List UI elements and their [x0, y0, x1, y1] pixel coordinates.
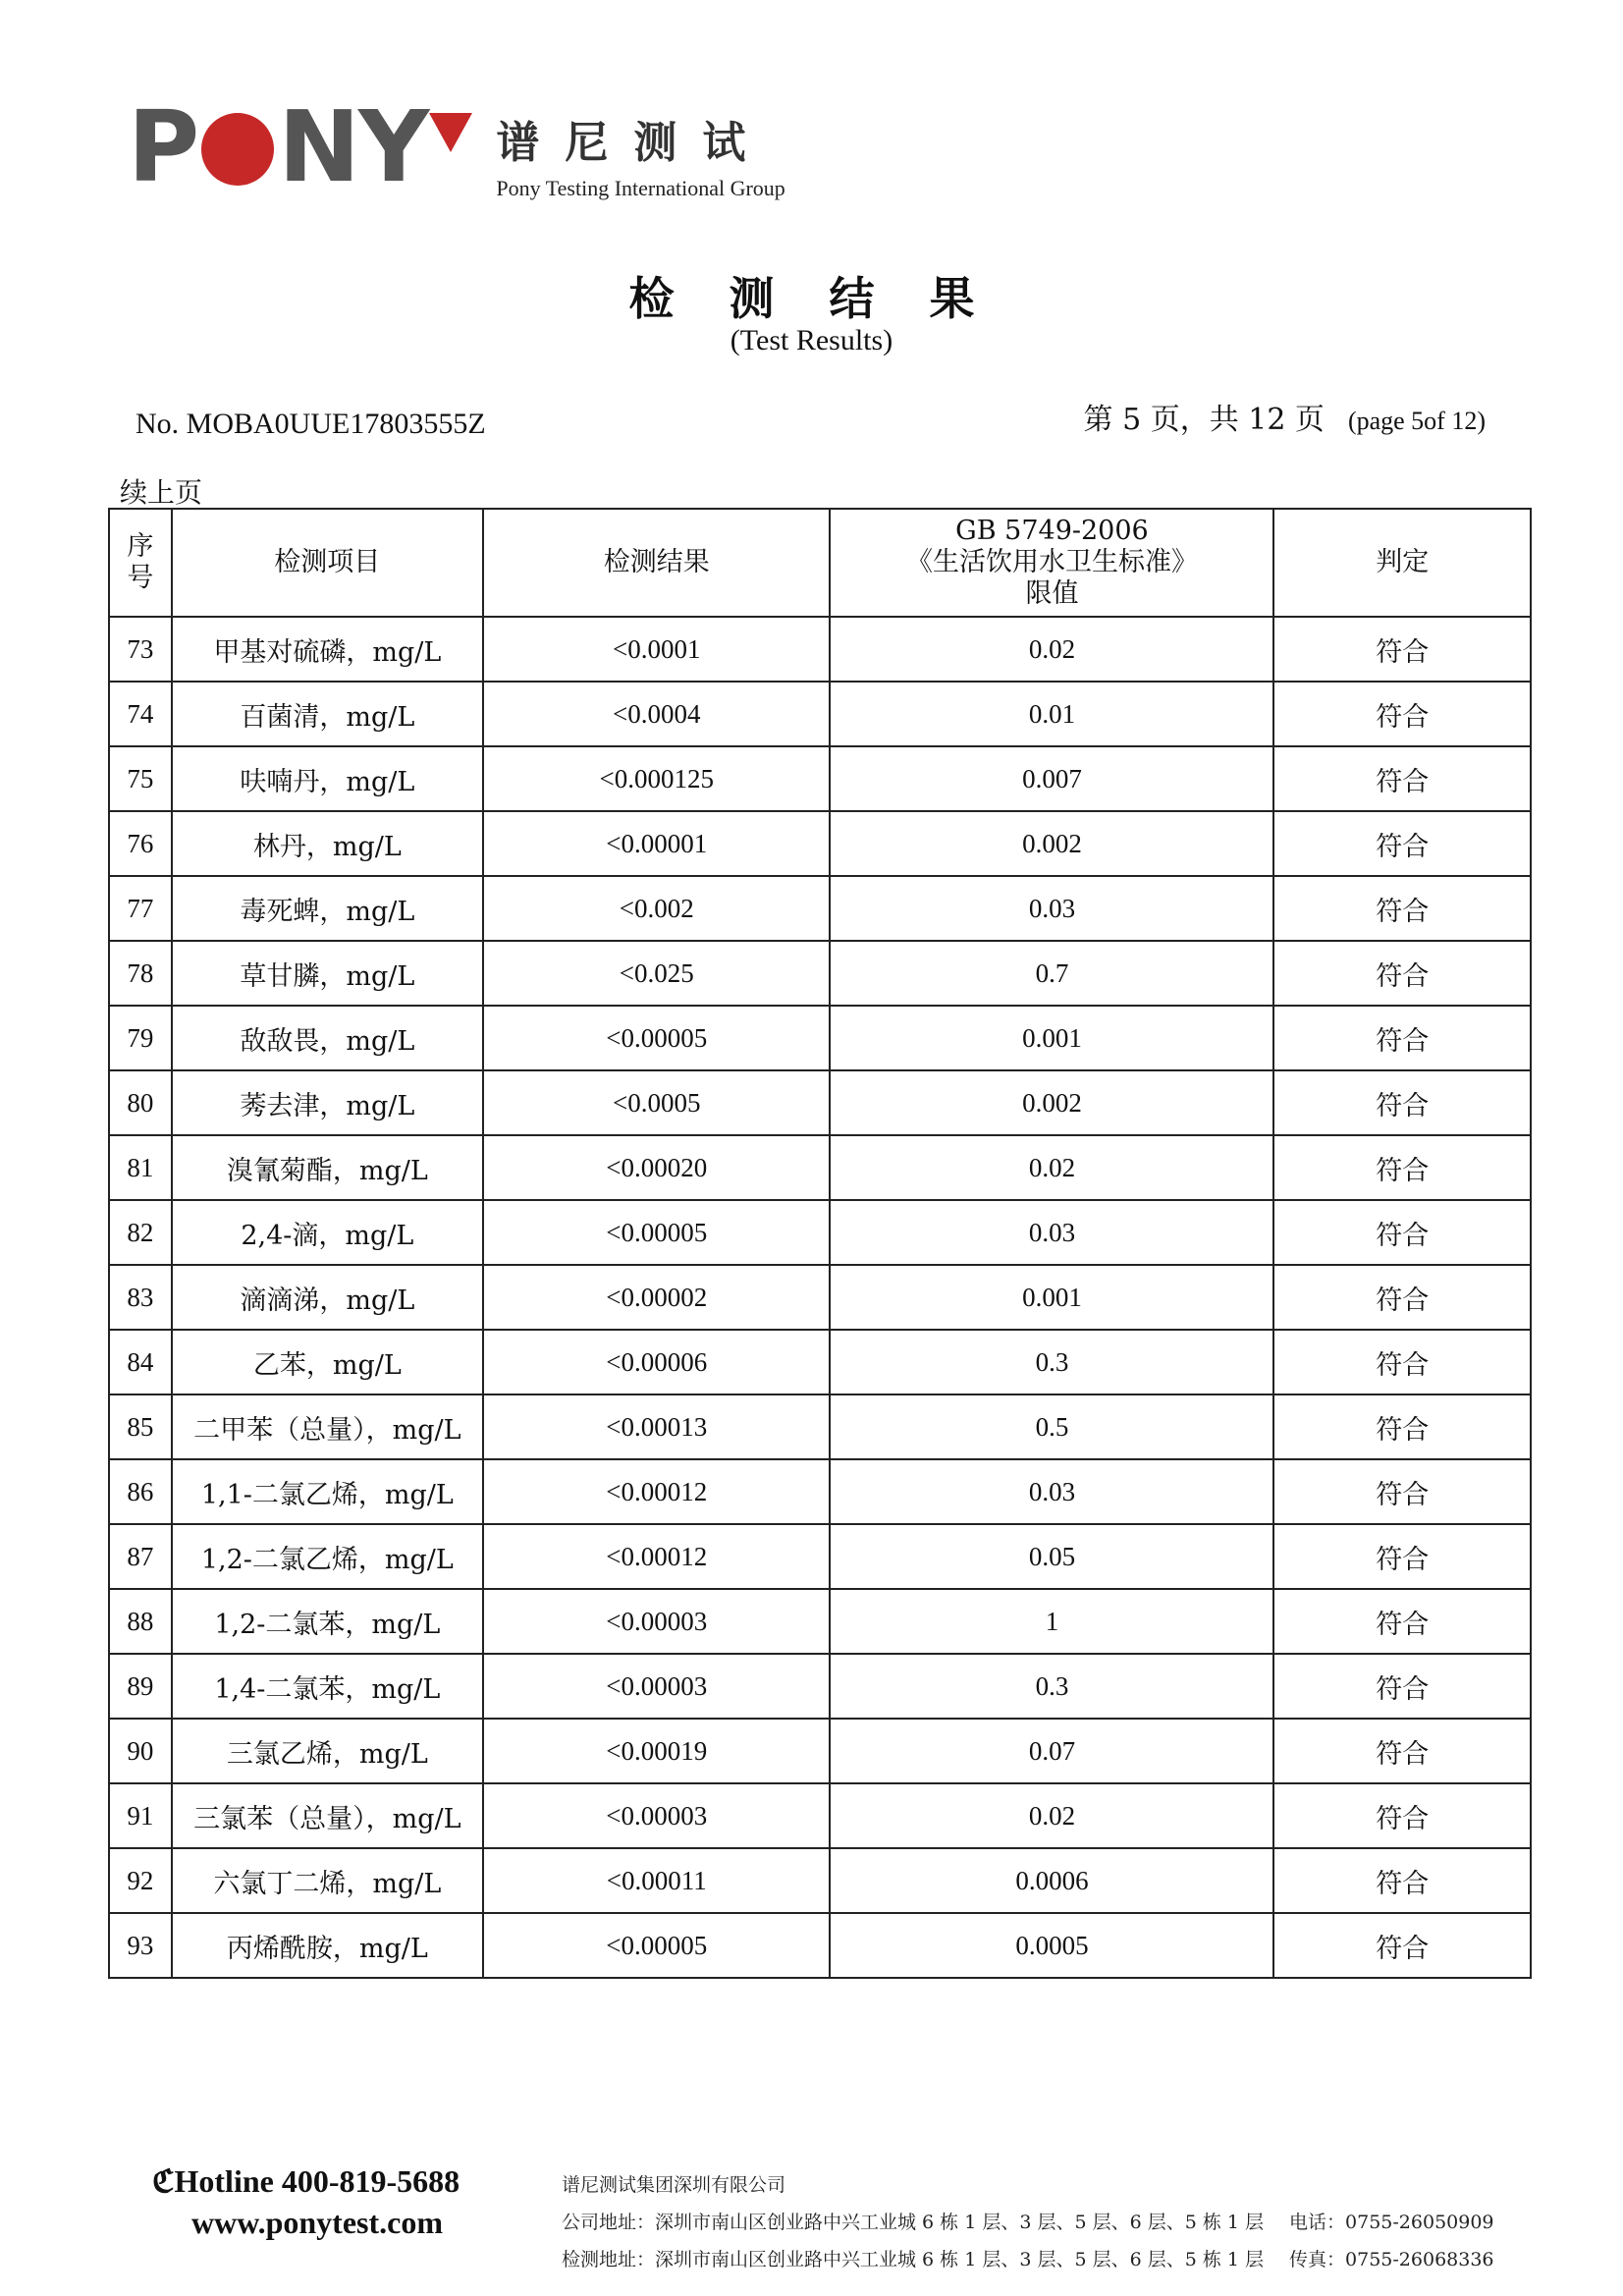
judgement-cell: 符合: [1273, 1913, 1531, 1978]
seq-cell: 81: [109, 1135, 172, 1200]
logo-english-name: Pony Testing International Group: [496, 176, 785, 200]
item-cell: 三氯苯（总量），mg/L: [172, 1783, 483, 1848]
logo-text-p: P: [128, 89, 198, 204]
item-cell: 林丹，mg/L: [172, 811, 483, 876]
footer-test-address-row: [562, 2241, 1494, 2278]
seq-cell: 88: [109, 1589, 172, 1654]
limit-cell: 0.05: [830, 1524, 1273, 1589]
limit-cell: 0.7: [830, 941, 1273, 1006]
seq-cell: 86: [109, 1459, 172, 1524]
limit-cell: 0.5: [830, 1394, 1273, 1459]
table-row: [109, 876, 1531, 941]
limit-cell: 0.07: [830, 1719, 1273, 1783]
result-cell: <0.0001: [483, 617, 830, 682]
header-limit-standard-name: 《生活饮用水卫生标准》: [905, 547, 1198, 577]
limit-cell: 0.0005: [830, 1913, 1273, 1978]
table-row: [109, 1589, 1531, 1654]
limit-cell: 0.03: [830, 1200, 1273, 1265]
footer-company-address-row: [562, 2204, 1494, 2241]
item-cell: 呋喃丹，mg/L: [172, 746, 483, 811]
table-header-row: [109, 509, 1531, 617]
table-row: [109, 941, 1531, 1006]
result-cell: <0.00012: [483, 1524, 830, 1589]
website: www.ponytest.com: [191, 2205, 443, 2240]
item-cell: 莠去津，mg/L: [172, 1070, 483, 1135]
seq-cell: 77: [109, 876, 172, 941]
header-seq: [109, 509, 172, 617]
item-cell: 敌敌畏，mg/L: [172, 1006, 483, 1070]
table-row: [109, 617, 1531, 682]
seq-cell: 90: [109, 1719, 172, 1783]
footer-address: [562, 2166, 1494, 2278]
seq-cell: 92: [109, 1848, 172, 1913]
item-cell: 1,4-二氯苯，mg/L: [172, 1654, 483, 1719]
results-table: [108, 508, 1532, 1979]
footer-phone: 电话：0755-26050909: [1289, 2212, 1494, 2233]
item-cell: 甲基对硫磷，mg/L: [172, 617, 483, 682]
page-indicator-en: (page 5of 12): [1347, 407, 1486, 435]
item-cell: 乙苯，mg/L: [172, 1330, 483, 1394]
item-cell: 丙烯酰胺，mg/L: [172, 1913, 483, 1978]
judgement-cell: 符合: [1273, 1848, 1531, 1913]
logo-chinese-name: 谱尼测试: [496, 118, 772, 168]
result-cell: <0.00003: [483, 1589, 830, 1654]
seq-cell: 84: [109, 1330, 172, 1394]
seq-cell: 91: [109, 1783, 172, 1848]
item-cell: 草甘膦，mg/L: [172, 941, 483, 1006]
seq-cell: 79: [109, 1006, 172, 1070]
logo-wordmark: [496, 107, 784, 201]
limit-cell: 0.002: [830, 1070, 1273, 1135]
limit-cell: 0.0006: [830, 1848, 1273, 1913]
judgement-cell: 符合: [1273, 1589, 1531, 1654]
limit-cell: 0.3: [830, 1330, 1273, 1394]
item-cell: 溴氰菊酯，mg/L: [172, 1135, 483, 1200]
result-cell: <0.0004: [483, 682, 830, 746]
result-cell: <0.00005: [483, 1006, 830, 1070]
seq-cell: 73: [109, 617, 172, 682]
table-row: [109, 1783, 1531, 1848]
seq-cell: 82: [109, 1200, 172, 1265]
table-row: [109, 1394, 1531, 1459]
footer-contact: [152, 2160, 460, 2243]
limit-cell: 1: [830, 1589, 1273, 1654]
header-seq-line2: 号: [127, 563, 154, 593]
judgement-cell: 符合: [1273, 941, 1531, 1006]
judgement-cell: 符合: [1273, 617, 1531, 682]
judgement-cell: 符合: [1273, 1524, 1531, 1589]
seq-cell: 74: [109, 682, 172, 746]
header-limit: [830, 509, 1273, 617]
result-cell: <0.00003: [483, 1783, 830, 1848]
judgement-cell: 符合: [1273, 1783, 1531, 1848]
seq-cell: 76: [109, 811, 172, 876]
header-item: 检测项目: [172, 509, 483, 617]
judgement-cell: 符合: [1273, 1135, 1531, 1200]
table-row: [109, 1654, 1531, 1719]
logo-text-ny: NY: [278, 89, 428, 204]
table-row: [109, 1848, 1531, 1913]
judgement-cell: 符合: [1273, 811, 1531, 876]
footer-test-address: 检测地址：深圳市南山区创业路中兴工业城 6 栋 1 层、3 层、5 层、6 层、5 栋 1 层: [562, 2249, 1265, 2270]
judgement-cell: 符合: [1273, 1200, 1531, 1265]
hotline-icon: ℭ: [152, 2163, 175, 2199]
footer-fax: 传真：0755-26068336: [1289, 2249, 1494, 2270]
judgement-cell: 符合: [1273, 1654, 1531, 1719]
logo-o-circle: [201, 113, 274, 186]
limit-cell: 0.002: [830, 811, 1273, 876]
limit-cell: 0.03: [830, 1459, 1273, 1524]
item-cell: 1,2-二氯苯，mg/L: [172, 1589, 483, 1654]
limit-cell: 0.03: [830, 876, 1273, 941]
result-cell: <0.00012: [483, 1459, 830, 1524]
result-cell: <0.00002: [483, 1265, 830, 1330]
table-row: [109, 682, 1531, 746]
table-row: [109, 1913, 1531, 1978]
result-cell: <0.00003: [483, 1654, 830, 1719]
result-cell: <0.00001: [483, 811, 830, 876]
judgement-cell: 符合: [1273, 682, 1531, 746]
seq-cell: 87: [109, 1524, 172, 1589]
report-number: No. MOBA0UUE17803555Z: [135, 408, 486, 440]
seq-cell: 85: [109, 1394, 172, 1459]
item-cell: 百菌清，mg/L: [172, 682, 483, 746]
result-cell: <0.00013: [483, 1394, 830, 1459]
table-row: [109, 1330, 1531, 1394]
item-cell: 滴滴涕，mg/L: [172, 1265, 483, 1330]
limit-cell: 0.001: [830, 1006, 1273, 1070]
judgement-cell: 符合: [1273, 1006, 1531, 1070]
table-row: [109, 746, 1531, 811]
item-cell: 二甲苯（总量），mg/L: [172, 1394, 483, 1459]
judgement-cell: 符合: [1273, 1459, 1531, 1524]
result-cell: <0.00006: [483, 1330, 830, 1394]
table-row: [109, 1719, 1531, 1783]
seq-cell: 93: [109, 1913, 172, 1978]
seq-cell: 80: [109, 1070, 172, 1135]
result-cell: <0.00020: [483, 1135, 830, 1200]
header-result: 检测结果: [483, 509, 830, 617]
seq-cell: 89: [109, 1654, 172, 1719]
judgement-cell: 符合: [1273, 876, 1531, 941]
seq-cell: 83: [109, 1265, 172, 1330]
item-cell: 1,1-二氯乙烯，mg/L: [172, 1459, 483, 1524]
limit-cell: 0.01: [830, 682, 1273, 746]
result-cell: <0.00019: [483, 1719, 830, 1783]
pony-logo-mark: [128, 89, 472, 204]
judgement-cell: 符合: [1273, 1265, 1531, 1330]
table-row: [109, 1200, 1531, 1265]
limit-cell: 0.02: [830, 1135, 1273, 1200]
company-logo: [128, 89, 785, 204]
result-cell: <0.025: [483, 941, 830, 1006]
limit-cell: 0.02: [830, 617, 1273, 682]
result-cell: <0.002: [483, 876, 830, 941]
result-cell: <0.00011: [483, 1848, 830, 1913]
result-cell: <0.00005: [483, 1913, 830, 1978]
page-indicator-cn: 第 5 页，共 12 页: [1083, 403, 1325, 437]
header-judgement: 判定: [1273, 509, 1531, 617]
header-seq-line1: 序: [127, 531, 154, 562]
table-row: [109, 1459, 1531, 1524]
table-row: [109, 1070, 1531, 1135]
table-row: [109, 1265, 1531, 1330]
seq-cell: 78: [109, 941, 172, 1006]
judgement-cell: 符合: [1273, 1394, 1531, 1459]
judgement-cell: 符合: [1273, 1330, 1531, 1394]
page-indicator: [1084, 395, 1486, 438]
judgement-cell: 符合: [1273, 1719, 1531, 1783]
judgement-cell: 符合: [1273, 746, 1531, 811]
item-cell: 1,2-二氯乙烯，mg/L: [172, 1524, 483, 1589]
logo-triangle-icon: [429, 113, 472, 152]
limit-cell: 0.02: [830, 1783, 1273, 1848]
footer-company-address: 公司地址：深圳市南山区创业路中兴工业城 6 栋 1 层、3 层、5 层、6 层、5 栋 1 层: [562, 2212, 1265, 2233]
table-row: [109, 1006, 1531, 1070]
item-cell: 毒死蜱，mg/L: [172, 876, 483, 941]
document-subtitle: (Test Results): [730, 324, 893, 356]
continued-label: 续上页: [120, 476, 203, 509]
document-title: 检 测 结 果: [628, 272, 995, 325]
footer-company: 谱尼测试集团深圳有限公司: [562, 2174, 786, 2196]
limit-cell: 0.007: [830, 746, 1273, 811]
hotline: [152, 2160, 460, 2202]
limit-cell: 0.001: [830, 1265, 1273, 1330]
result-cell: <0.000125: [483, 746, 830, 811]
item-cell: 三氯乙烯，mg/L: [172, 1719, 483, 1783]
table-row: [109, 1135, 1531, 1200]
table-row: [109, 1524, 1531, 1589]
seq-cell: 75: [109, 746, 172, 811]
result-cell: <0.0005: [483, 1070, 830, 1135]
judgement-cell: 符合: [1273, 1070, 1531, 1135]
hotline-text: Hotline 400-819-5688: [174, 2163, 460, 2199]
item-cell: 六氯丁二烯，mg/L: [172, 1848, 483, 1913]
table-row: [109, 811, 1531, 876]
result-cell: <0.00005: [483, 1200, 830, 1265]
table-body: [109, 617, 1531, 1978]
limit-cell: 0.3: [830, 1654, 1273, 1719]
item-cell: 2,4-滴，mg/L: [172, 1200, 483, 1265]
header-limit-standard-code: GB 5749-2006: [955, 516, 1149, 546]
header-limit-label: 限值: [1025, 578, 1079, 609]
